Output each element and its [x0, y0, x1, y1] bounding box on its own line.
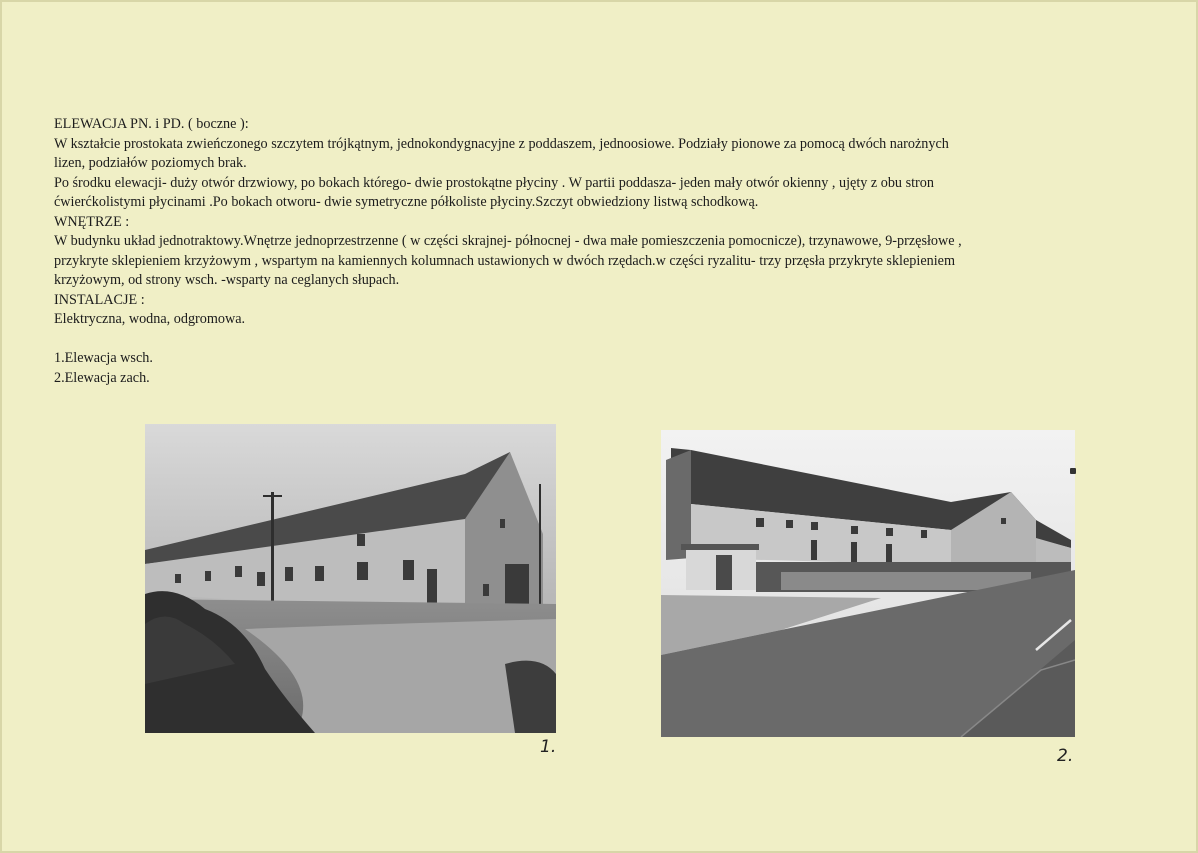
text-line: Elektryczna, wodna, odgromowa.	[54, 311, 246, 327]
text-line: Po środku elewacji- duży otwór drzwiowy, po bokach którego- dwie prostokątne płyciny . W partii poddasza- jeden mały otwór okienny , ujęty z obu stron	[54, 174, 934, 191]
heading-wnetrze: WNĘTRZE :	[54, 213, 130, 230]
photo2-caption: 2.	[1057, 746, 1074, 766]
photo-list-item: 2.Elewacja zach.	[54, 369, 150, 386]
photo1-caption: 1.	[540, 737, 557, 757]
photo-list-item: 1.Elewacja wsch.	[54, 350, 153, 366]
heading-instalacje: INSTALACJE :	[54, 291, 145, 308]
description-text	[54, 115, 1134, 388]
text-line: lizen, podziałów poziomych brak.	[54, 155, 247, 171]
photo-west-elevation	[661, 430, 1075, 737]
margin-mark	[1070, 468, 1076, 474]
text-line: krzyżowym, od strony wsch. -wsparty na ceglanych słupach.	[54, 272, 400, 288]
blank-line	[54, 330, 1134, 350]
text-line: przykryte sklepieniem krzyżowym , wspartym na kamiennych kolumnach ustawionych w dwóch rzędach.w części ryzalitu- trzy przęsła przykryte sklepieniem	[54, 252, 955, 269]
text-line: W budynku układ jednotraktowy.Wnętrze jednoprzestrzenne ( w części skrajnej- północnej - dwa małe pomieszczenia pomocnicze), trzynawowe, 9-przęsłowe ,	[54, 233, 962, 249]
text-line: W kształcie prostokata zwieńczonego szczytem trójkątnym, jednokondygnacyjne z poddaszem, jednoosiowe. Podziały pionowe za pomocą dwóch narożnych	[54, 135, 949, 152]
photo-east-elevation	[145, 424, 556, 733]
heading-elewacja: ELEWACJA PN. i PD. ( boczne ):	[54, 116, 249, 132]
text-line: ćwierćkolistymi płycinami .Po bokach otworu- dwie symetryczne półkoliste płyciny.Szczyt obwiedziony listwą schodkową.	[54, 194, 759, 210]
